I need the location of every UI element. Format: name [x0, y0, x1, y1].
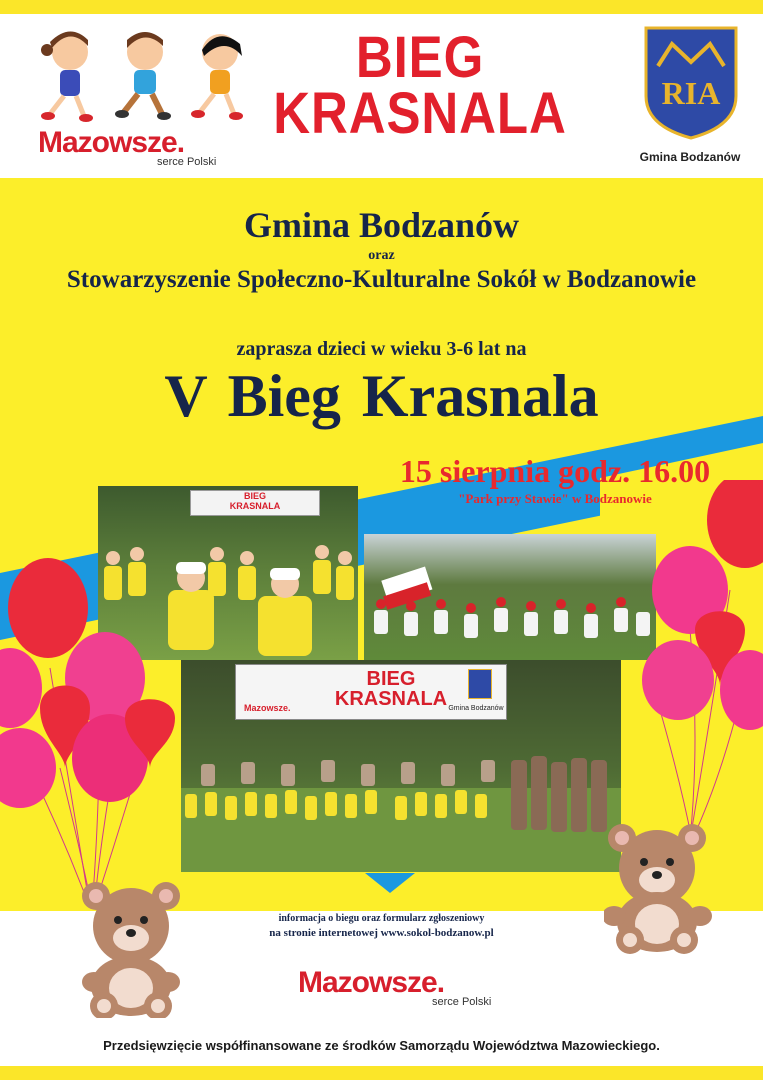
photo1-banner-line1: BIEG: [243, 491, 266, 501]
organizer-conjunction: oraz: [368, 248, 395, 263]
kid-boy-icon: [115, 32, 171, 120]
photo3-banner-brand: Mazowsze.: [244, 703, 291, 713]
photo1-banner-line2: KRASNALA: [229, 501, 281, 511]
bottom-yellow-band: [0, 1066, 763, 1080]
organizer-association: Stowarzyszenie Społeczno-Kulturalne Sokół w Bodzanowie: [66, 266, 697, 293]
coat-of-arms-icon: [644, 26, 738, 140]
photo3-crowd: [181, 660, 621, 872]
footer-mazowsze-tagline: serce Polski: [432, 996, 492, 1008]
invite-text: zaprasza dzieci w wieku 3-6 lat na: [236, 338, 527, 360]
footer-mazowsze-logo: Mazowsze.: [298, 966, 445, 999]
teddy-bear-left-icon: [78, 878, 188, 1018]
kid-girl-icon: [41, 31, 93, 122]
photo3-banner-line2: KRASNALA: [334, 688, 448, 710]
event-date: 15 sierpnia godz. 16.00: [399, 453, 711, 489]
gmina-label: Gmina Bodzanów: [639, 150, 741, 164]
photo2-children: [364, 534, 656, 660]
top-yellow-band: [0, 0, 763, 14]
header-mazowsze-logo: Mazowsze.: [38, 126, 185, 159]
organizer-gmina: Gmina Bodzanów: [243, 205, 520, 245]
info-line-2-website: na stronie internetowej www.sokol-bodzanow.pl: [269, 927, 494, 939]
event-place: "Park przy Stawie" w Bodzanowie: [458, 491, 652, 506]
photo3-banner-line1: BIEG: [366, 668, 416, 690]
coat-letters: RIA: [661, 75, 721, 111]
header-title: [244, 25, 596, 146]
header-title-line1: BIEG: [355, 25, 485, 90]
info-line-1: informacja o biegu oraz formularz zgłoszeniowy: [278, 913, 485, 924]
teddy-bear-right-icon: [604, 820, 714, 960]
running-kids-illustration: [20, 26, 250, 126]
header-mazowsze-tagline: serce Polski: [157, 156, 217, 168]
kid-girl2-icon: [191, 34, 243, 120]
photo3-banner-coat: Gmina Bodzanów: [448, 705, 504, 712]
event-title: V Bieg Krasnala: [164, 363, 599, 429]
header-title-line2: KRASNALA: [273, 81, 567, 146]
event-photo-2: [364, 534, 656, 660]
event-photo-3: [181, 660, 621, 872]
funding-note: Przedsięwzięcie współfinansowane ze środków Samorządu Województwa Mazowieckiego.: [103, 1038, 660, 1053]
